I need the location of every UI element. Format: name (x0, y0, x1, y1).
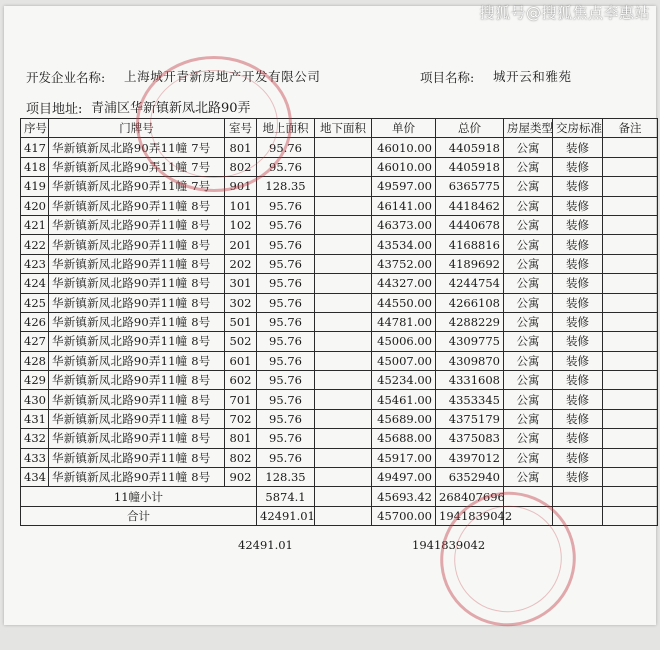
cell-remarks (603, 429, 658, 448)
cell-door-number: 华新镇新凤北路90弄11幢 8号 (49, 409, 225, 428)
table-row (21, 196, 658, 215)
cell-seq: 419 (21, 177, 49, 196)
cell-room: 801 (225, 429, 257, 448)
cell-seq: 423 (21, 254, 49, 273)
cell-delivery-standard: 装修 (553, 235, 603, 254)
watermark: 搜狐号@搜狐焦点李惠站 (479, 4, 650, 22)
project-label: 项目名称: (420, 70, 475, 85)
cell-total-price: 4375083 (436, 429, 504, 448)
cell-delivery-standard: 装修 (553, 448, 603, 467)
cell-total-price: 6352940 (436, 468, 504, 487)
cell-house-type: 公寓 (504, 293, 553, 312)
grand-total-row (21, 506, 658, 525)
table-row (21, 177, 658, 196)
subtotal-underground (315, 487, 372, 506)
cell-underground-area (315, 235, 372, 254)
developer-name: 上海城开青新房地产开发有限公司 (124, 69, 321, 84)
cell-seq: 430 (21, 390, 49, 409)
grand-total-area: 42491.01 (257, 506, 315, 525)
cell-remarks (603, 468, 658, 487)
cell-underground-area (315, 293, 372, 312)
cell-total-price: 4309775 (436, 332, 504, 351)
cell-room: 701 (225, 390, 257, 409)
cell-area: 95.76 (257, 448, 315, 467)
cell-delivery-standard: 装修 (553, 312, 603, 331)
cell-door-number: 华新镇新凤北路90弄11幢 8号 (49, 196, 225, 215)
cell-underground-area (315, 429, 372, 448)
table-row (21, 371, 658, 390)
cell-total-price: 4405918 (436, 138, 504, 157)
cell-door-number: 华新镇新凤北路90弄11幢 8号 (49, 215, 225, 234)
cell-door-number: 华新镇新凤北路90弄11幢 8号 (49, 293, 225, 312)
cell-remarks (603, 274, 658, 293)
cell-underground-area (315, 448, 372, 467)
subtotal-note (603, 487, 658, 506)
cell-house-type: 公寓 (504, 429, 553, 448)
cell-remarks (603, 215, 658, 234)
cell-remarks (603, 332, 658, 351)
cell-delivery-standard: 装修 (553, 390, 603, 409)
subtotal-total: 268407696 (436, 487, 504, 506)
cell-house-type: 公寓 (504, 448, 553, 467)
cell-underground-area (315, 196, 372, 215)
cell-house-type: 公寓 (504, 215, 553, 234)
cell-room: 101 (225, 196, 257, 215)
cell-remarks (603, 157, 658, 176)
cell-unit-price: 46010.00 (372, 138, 436, 157)
col-header-door: 门牌号 (49, 119, 225, 138)
grand-total-std (553, 506, 603, 525)
cell-seq: 422 (21, 235, 49, 254)
cell-room: 902 (225, 468, 257, 487)
cell-total-price: 4266108 (436, 293, 504, 312)
cell-remarks (603, 312, 658, 331)
cell-room: 201 (225, 235, 257, 254)
cell-underground-area (315, 254, 372, 273)
cell-total-price: 4189692 (436, 254, 504, 273)
cell-unit-price: 45917.00 (372, 448, 436, 467)
price-table (20, 118, 658, 526)
col-header-unit-price: 单价 (372, 119, 436, 138)
cell-delivery-standard: 装修 (553, 177, 603, 196)
cell-room: 502 (225, 332, 257, 351)
cell-seq: 418 (21, 157, 49, 176)
cell-door-number: 华新镇新凤北路90弄11幢 8号 (49, 468, 225, 487)
cell-unit-price: 49497.00 (372, 468, 436, 487)
cell-house-type: 公寓 (504, 468, 553, 487)
table-row (21, 448, 658, 467)
cell-seq: 424 (21, 274, 49, 293)
cell-door-number: 华新镇新凤北路90弄11幢 7号 (49, 177, 225, 196)
cell-remarks (603, 138, 658, 157)
cell-total-price: 4353345 (436, 390, 504, 409)
cell-remarks (603, 448, 658, 467)
cell-underground-area (315, 312, 372, 331)
cell-seq: 432 (21, 429, 49, 448)
cell-area: 95.76 (257, 390, 315, 409)
grand-total-underground (315, 506, 372, 525)
cell-total-price: 4309870 (436, 351, 504, 370)
cell-unit-price: 43534.00 (372, 235, 436, 254)
cell-remarks (603, 390, 658, 409)
cell-remarks (603, 409, 658, 428)
cell-unit-price: 45688.00 (372, 429, 436, 448)
cell-room: 202 (225, 254, 257, 273)
cell-door-number: 华新镇新凤北路90弄11幢 8号 (49, 429, 225, 448)
cell-house-type: 公寓 (504, 351, 553, 370)
cell-delivery-standard: 装修 (553, 468, 603, 487)
cell-delivery-standard: 装修 (553, 351, 603, 370)
cell-unit-price: 45234.00 (372, 371, 436, 390)
cell-area: 95.76 (257, 157, 315, 176)
subtotal-area: 5874.1 (257, 487, 315, 506)
cell-delivery-standard: 装修 (553, 215, 603, 234)
project-name: 城开云和雅苑 (493, 69, 572, 84)
cell-total-price: 4331608 (436, 371, 504, 390)
cell-area: 95.76 (257, 254, 315, 273)
cell-seq: 420 (21, 196, 49, 215)
table-row (21, 274, 658, 293)
cell-seq: 434 (21, 468, 49, 487)
cell-delivery-standard: 装修 (553, 409, 603, 428)
cell-area: 95.76 (257, 371, 315, 390)
cell-delivery-standard: 装修 (553, 293, 603, 312)
developer-label: 开发企业名称: (26, 70, 106, 85)
cell-seq: 425 (21, 293, 49, 312)
cell-door-number: 华新镇新凤北路90弄11幢 8号 (49, 371, 225, 390)
cell-unit-price: 45461.00 (372, 390, 436, 409)
cell-seq: 431 (21, 409, 49, 428)
cell-door-number: 华新镇新凤北路90弄11幢 8号 (49, 312, 225, 331)
cell-room: 702 (225, 409, 257, 428)
cell-door-number: 华新镇新凤北路90弄11幢 8号 (49, 390, 225, 409)
cell-room: 901 (225, 177, 257, 196)
grand-total-total: 1941839042 (436, 506, 504, 525)
cell-total-price: 4440678 (436, 215, 504, 234)
cell-house-type: 公寓 (504, 235, 553, 254)
cell-underground-area (315, 390, 372, 409)
cell-seq: 426 (21, 312, 49, 331)
cell-unit-price: 45007.00 (372, 351, 436, 370)
cell-area: 95.76 (257, 332, 315, 351)
cell-room: 301 (225, 274, 257, 293)
cell-underground-area (315, 371, 372, 390)
table-row (21, 409, 658, 428)
cell-door-number: 华新镇新凤北路90弄11幢 8号 (49, 274, 225, 293)
cell-room: 802 (225, 448, 257, 467)
cell-house-type: 公寓 (504, 390, 553, 409)
below-table-area: 42491.01 (238, 538, 293, 552)
subtotal-label: 11幢小计 (21, 487, 257, 506)
cell-door-number: 华新镇新凤北路90弄11幢 8号 (49, 448, 225, 467)
cell-area: 95.76 (257, 312, 315, 331)
cell-underground-area (315, 215, 372, 234)
col-header-remarks: 备注 (603, 119, 658, 138)
cell-area: 95.76 (257, 274, 315, 293)
cell-total-price: 4244754 (436, 274, 504, 293)
col-header-underground-area: 地下面积 (315, 119, 372, 138)
cell-area: 95.76 (257, 215, 315, 234)
cell-remarks (603, 293, 658, 312)
cell-door-number: 华新镇新凤北路90弄11幢 8号 (49, 351, 225, 370)
cell-house-type: 公寓 (504, 274, 553, 293)
table-row (21, 157, 658, 176)
cell-door-number: 华新镇新凤北路90弄11幢 8号 (49, 254, 225, 273)
table-row (21, 235, 658, 254)
cell-door-number: 华新镇新凤北路90弄11幢 8号 (49, 332, 225, 351)
cell-underground-area (315, 274, 372, 293)
cell-room: 102 (225, 215, 257, 234)
cell-underground-area (315, 468, 372, 487)
cell-room: 802 (225, 157, 257, 176)
cell-underground-area (315, 351, 372, 370)
cell-house-type: 公寓 (504, 254, 553, 273)
table-row (21, 254, 658, 273)
cell-room: 501 (225, 312, 257, 331)
cell-underground-area (315, 409, 372, 428)
cell-seq: 429 (21, 371, 49, 390)
table-row (21, 332, 658, 351)
cell-house-type: 公寓 (504, 177, 553, 196)
cell-house-type: 公寓 (504, 196, 553, 215)
cell-area: 95.76 (257, 351, 315, 370)
subtotal-row (21, 487, 658, 506)
cell-room: 801 (225, 138, 257, 157)
table-header-row (21, 119, 658, 138)
cell-delivery-standard: 装修 (553, 196, 603, 215)
cell-area: 95.76 (257, 235, 315, 254)
cell-unit-price: 44550.00 (372, 293, 436, 312)
cell-total-price: 4405918 (436, 157, 504, 176)
grand-total-note (603, 506, 658, 525)
cell-remarks (603, 196, 658, 215)
cell-unit-price: 44327.00 (372, 274, 436, 293)
cell-room: 601 (225, 351, 257, 370)
cell-seq: 428 (21, 351, 49, 370)
cell-area: 128.35 (257, 177, 315, 196)
cell-seq: 433 (21, 448, 49, 467)
col-header-room: 室号 (225, 119, 257, 138)
table-row (21, 429, 658, 448)
cell-room: 302 (225, 293, 257, 312)
cell-remarks (603, 235, 658, 254)
cell-underground-area (315, 332, 372, 351)
cell-area: 128.35 (257, 468, 315, 487)
col-header-area: 地上面积 (257, 119, 315, 138)
table-row (21, 390, 658, 409)
cell-unit-price: 44781.00 (372, 312, 436, 331)
cell-house-type: 公寓 (504, 157, 553, 176)
cell-room: 602 (225, 371, 257, 390)
cell-unit-price: 46373.00 (372, 215, 436, 234)
cell-delivery-standard: 装修 (553, 138, 603, 157)
col-header-delivery-standard: 交房标准 (553, 119, 603, 138)
table-row (21, 215, 658, 234)
cell-unit-price: 45006.00 (372, 332, 436, 351)
col-header-seq: 序号 (21, 119, 49, 138)
cell-house-type: 公寓 (504, 312, 553, 331)
cell-seq: 421 (21, 215, 49, 234)
cell-house-type: 公寓 (504, 138, 553, 157)
grand-total-label: 合计 (21, 506, 257, 525)
cell-underground-area (315, 157, 372, 176)
cell-delivery-standard: 装修 (553, 371, 603, 390)
cell-house-type: 公寓 (504, 409, 553, 428)
cell-remarks (603, 351, 658, 370)
subtotal-std (553, 487, 603, 506)
cell-area: 95.76 (257, 409, 315, 428)
table-row (21, 293, 658, 312)
cell-unit-price: 46010.00 (372, 157, 436, 176)
col-header-house-type: 房屋类型 (504, 119, 553, 138)
cell-area: 95.76 (257, 138, 315, 157)
cell-delivery-standard: 装修 (553, 274, 603, 293)
table-row (21, 312, 658, 331)
cell-door-number: 华新镇新凤北路90弄11幢 8号 (49, 235, 225, 254)
cell-area: 95.76 (257, 429, 315, 448)
cell-remarks (603, 371, 658, 390)
cell-unit-price: 49597.00 (372, 177, 436, 196)
cell-underground-area (315, 138, 372, 157)
cell-delivery-standard: 装修 (553, 332, 603, 351)
subtotal-price: 45693.42 (372, 487, 436, 506)
col-header-total-price: 总价 (436, 119, 504, 138)
table-row (21, 138, 658, 157)
cell-unit-price: 43752.00 (372, 254, 436, 273)
subtotal-type (504, 487, 553, 506)
table-row (21, 351, 658, 370)
cell-total-price: 4168816 (436, 235, 504, 254)
cell-house-type: 公寓 (504, 371, 553, 390)
cell-door-number: 华新镇新凤北路90弄11幢 7号 (49, 157, 225, 176)
address-label: 项目地址: (26, 102, 83, 117)
table-row (21, 468, 658, 487)
cell-house-type: 公寓 (504, 332, 553, 351)
grand-total-price: 45700.00 (372, 506, 436, 525)
cell-area: 95.76 (257, 196, 315, 215)
cell-total-price: 4288229 (436, 312, 504, 331)
cell-underground-area (315, 177, 372, 196)
cell-unit-price: 45689.00 (372, 409, 436, 428)
below-table-total: 1941839042 (412, 538, 486, 552)
cell-seq: 417 (21, 138, 49, 157)
cell-total-price: 4375179 (436, 409, 504, 428)
cell-remarks (603, 254, 658, 273)
cell-delivery-standard: 装修 (553, 429, 603, 448)
address-value: 青浦区华新镇新凤北路90弄 (91, 101, 251, 116)
cell-remarks (603, 177, 658, 196)
cell-seq: 427 (21, 332, 49, 351)
cell-delivery-standard: 装修 (553, 157, 603, 176)
cell-delivery-standard: 装修 (553, 254, 603, 273)
cell-area: 95.76 (257, 293, 315, 312)
cell-total-price: 4418462 (436, 196, 504, 215)
cell-total-price: 4397012 (436, 448, 504, 467)
cell-total-price: 6365775 (436, 177, 504, 196)
cell-door-number: 华新镇新凤北路90弄11幢 7号 (49, 138, 225, 157)
cell-unit-price: 46141.00 (372, 196, 436, 215)
